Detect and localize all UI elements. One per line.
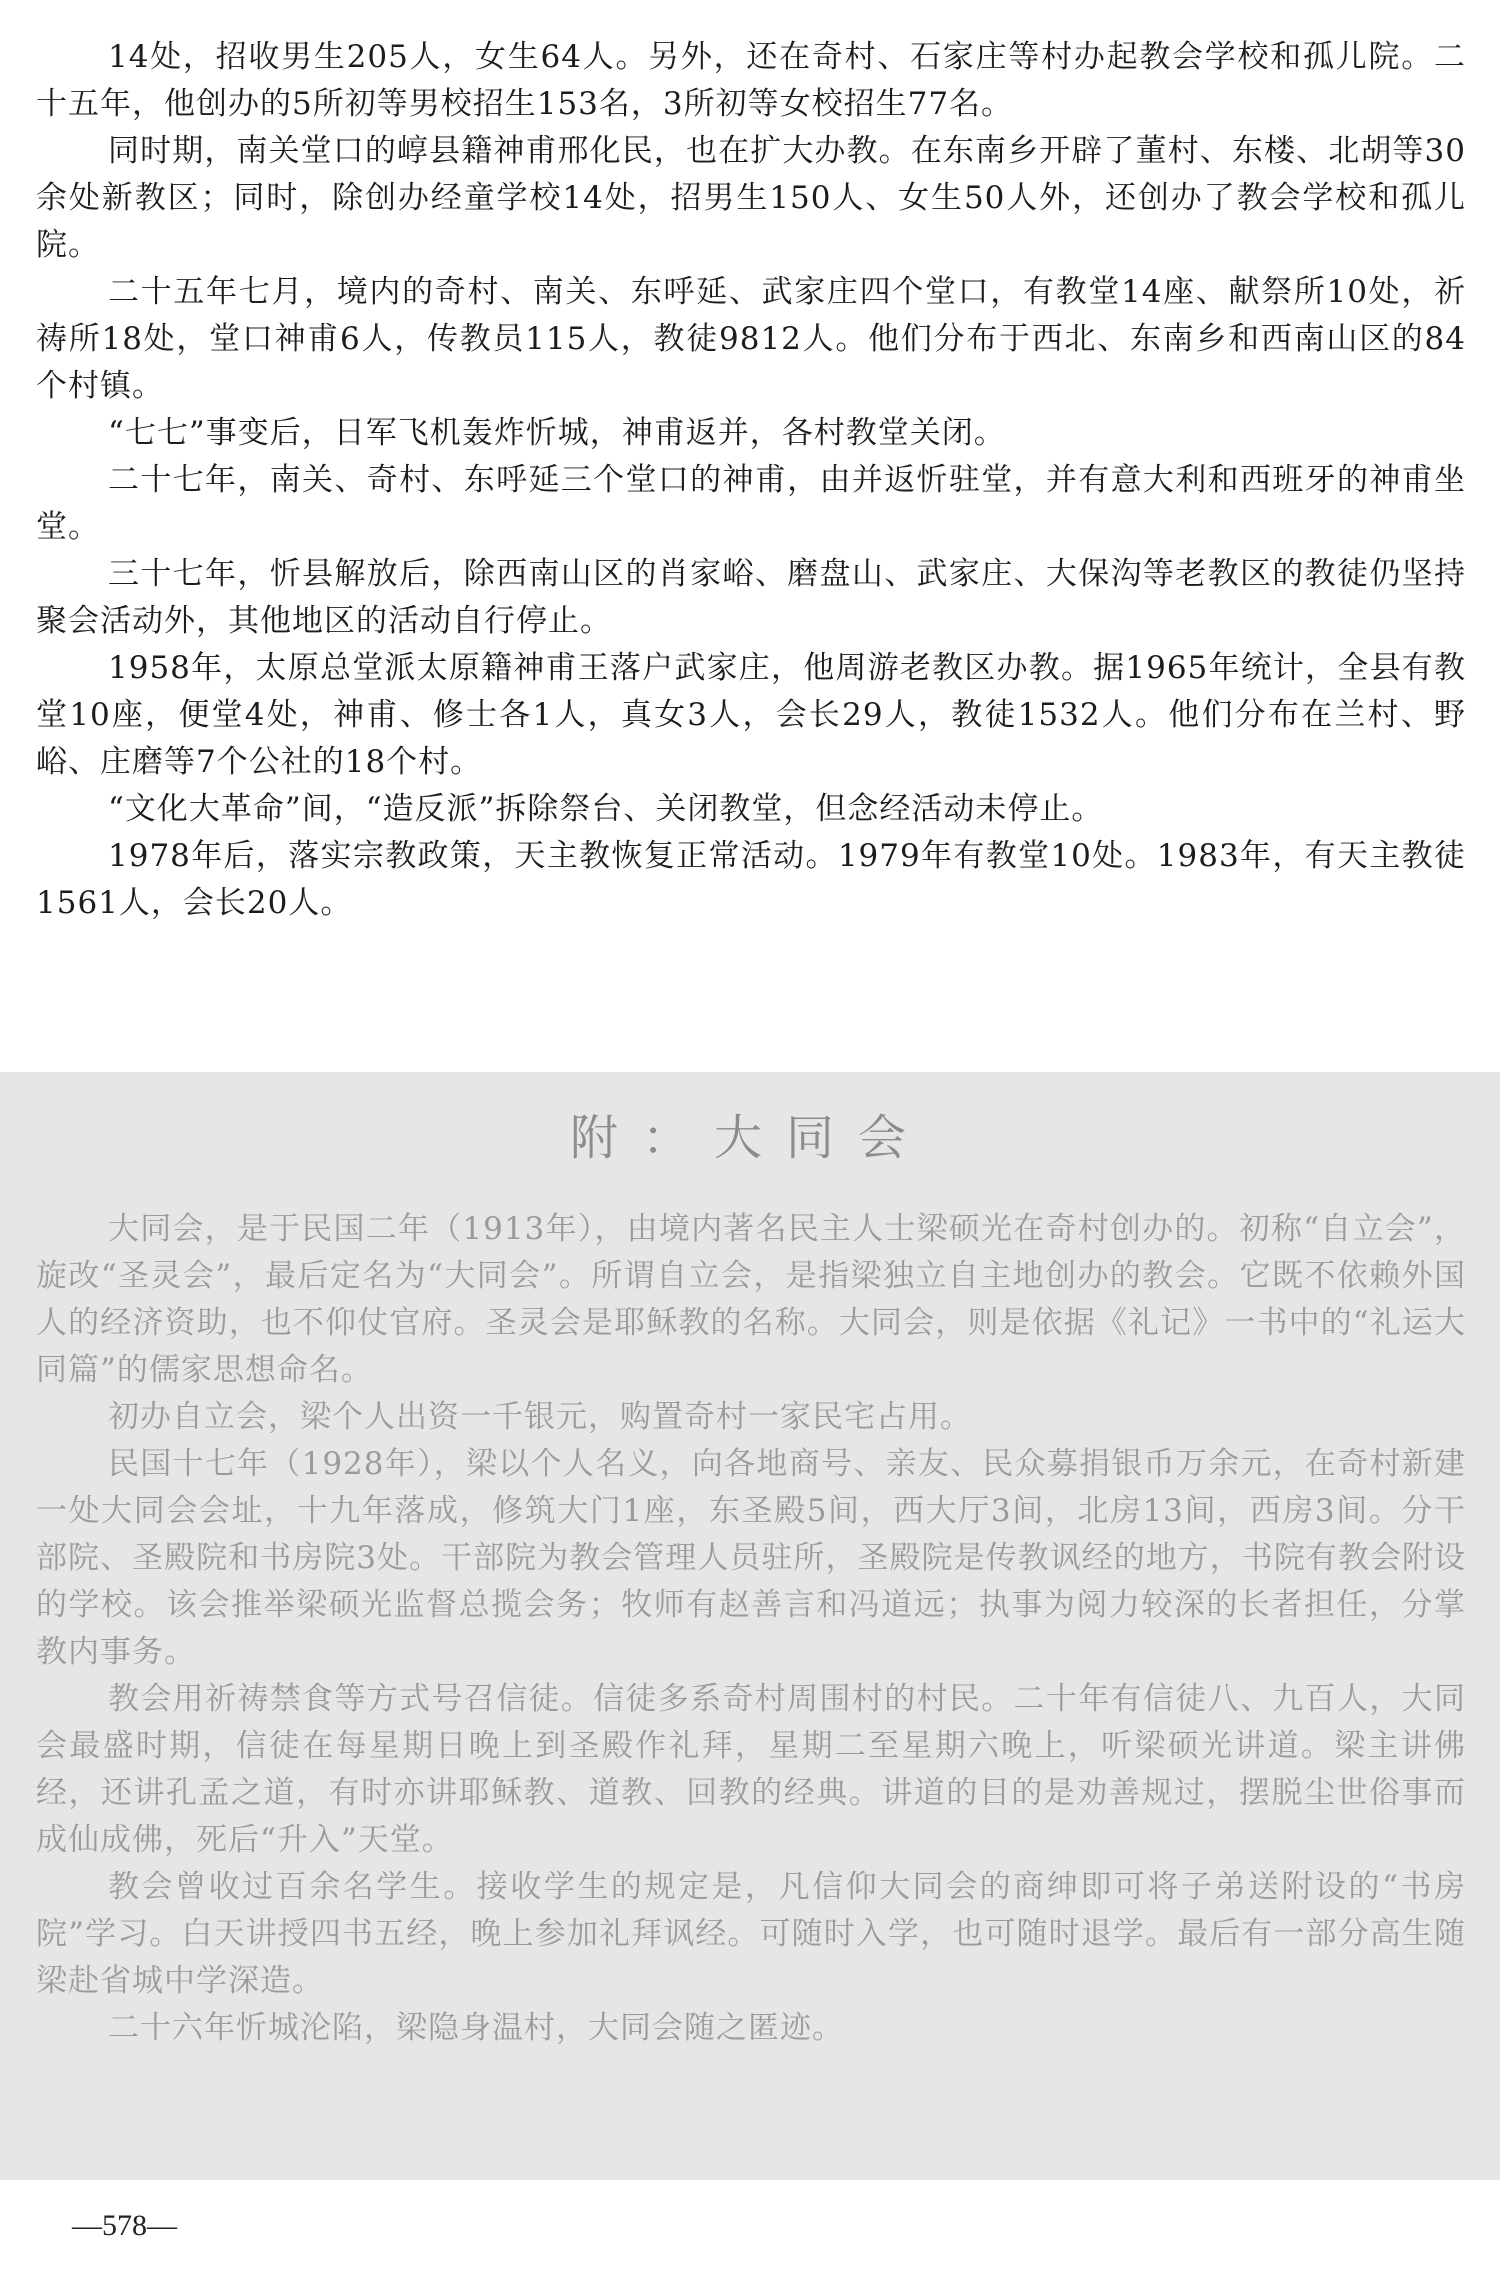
main-text-column bbox=[36, 34, 1466, 927]
main-paragraph: 14处，招收男生205人，女生64人。另外，还在奇村、石家庄等村办起教会学校和孤儿院。二十五年，他创办的5所初等男校招生153名，3所初等女校招生77名。 bbox=[36, 39, 1466, 122]
main-paragraph: 同时期，南关堂口的崞县籍神甫邢化民，也在扩大办教。在东南乡开辟了董村、东楼、北胡等30余处新教区；同时，除创办经童学校14处，招男生150人、女生50人外，还创办了教会学校和孤儿院。 bbox=[36, 133, 1466, 263]
main-paragraph: 二十五年七月，境内的奇村、南关、东呼延、武家庄四个堂口，有教堂14座、献祭所10处，祈祷所18处，堂口神甫6人，传教员115人，教徒9812人。他们分布于西北、东南乡和西南山区的84个村镇。 bbox=[36, 274, 1466, 404]
main-paragraph: “文化大革命”间，“造反派”拆除祭台、关闭教堂，但念经活动未停止。 bbox=[108, 791, 1104, 827]
appendix-box bbox=[0, 1072, 1500, 2180]
appendix-paragraph: 大同会，是于民国二年（1913年），由境内著名民主人士梁硕光在奇村创办的。初称“自立会”，旋改“圣灵会”，最后定名为“大同会”。所谓自立会，是指梁独立自主地创办的教会。它既不依赖外国人的经济资助，也不仰仗官府。圣灵会是耶稣教的名称。大同会，则是依据《礼记》一书中的“礼运大同篇”的儒家思想命名。 bbox=[36, 1211, 1466, 1388]
main-paragraph: 1958年，太原总堂派太原籍神甫王落户武家庄，他周游老教区办教。据1965年统计，全县有教堂10座，便堂4处，神甫、修士各1人，真女3人，会长29人，教徒1532人。他们分布在兰村、野峪、庄磨等7个公社的18个村。 bbox=[36, 650, 1466, 780]
appendix-paragraph: 教会曾收过百余名学生。接收学生的规定是，凡信仰大同会的商绅即可将子弟送附设的“书房院”学习。白天讲授四书五经，晚上参加礼拜讽经。可随时入学，也可随时退学。最后有一部分高生随梁赴省城中学深造。 bbox=[36, 1869, 1466, 1999]
main-paragraph: 1978年后，落实宗教政策，天主教恢复正常活动。1979年有教堂10处。1983年，有天主教徒1561人，会长20人。 bbox=[36, 838, 1466, 921]
main-paragraph: “七七”事变后，日军飞机轰炸忻城，神甫返并，各村教堂关闭。 bbox=[108, 415, 1006, 451]
main-paragraph: 二十七年，南关、奇村、东呼延三个堂口的神甫，由并返忻驻堂，并有意大利和西班牙的神甫坐堂。 bbox=[36, 462, 1466, 545]
appendix-paragraph: 教会用祈祷禁食等方式号召信徒。信徒多系奇村周围村的村民。二十年有信徒八、九百人，大同会最盛时期，信徒在每星期日晚上到圣殿作礼拜，星期二至星期六晚上，听梁硕光讲道。梁主讲佛经，还讲孔孟之道，有时亦讲耶稣教、道教、回教的经典。讲道的目的是劝善规过，摆脱尘世俗事而成仙成佛，死后“升入”天堂。 bbox=[36, 1681, 1466, 1858]
main-paragraph: 三十七年，忻县解放后，除西南山区的肖家峪、磨盘山、武家庄、大保沟等老教区的教徒仍坚持聚会活动外，其他地区的活动自行停止。 bbox=[36, 556, 1466, 639]
page-number: —578— bbox=[72, 2209, 177, 2242]
appendix-paragraph: 初办自立会，梁个人出资一千银元，购置奇村一家民宅占用。 bbox=[108, 1399, 972, 1435]
appendix-paragraph: 民国十七年（1928年），梁以个人名义，向各地商号、亲友、民众募捐银币万余元，在奇村新建一处大同会会址，十九年落成，修筑大门1座，东圣殿5间，西大厅3间，北房13间，西房3间。分干部院、圣殿院和书房院3处。干部院为教会管理人员驻所，圣殿院是传教讽经的地方，书院有教会附设的学校。该会推举梁硕光监督总揽会务；牧师有赵善言和冯道远；执事为阅力较深的长者担任，分掌教内事务。 bbox=[36, 1446, 1466, 1670]
appendix-body bbox=[36, 1206, 1466, 2052]
appendix-paragraph: 二十六年忻城沦陷，梁隐身温村，大同会随之匿迹。 bbox=[108, 2010, 844, 2046]
appendix-title: 附：大同会 bbox=[569, 1110, 930, 1166]
